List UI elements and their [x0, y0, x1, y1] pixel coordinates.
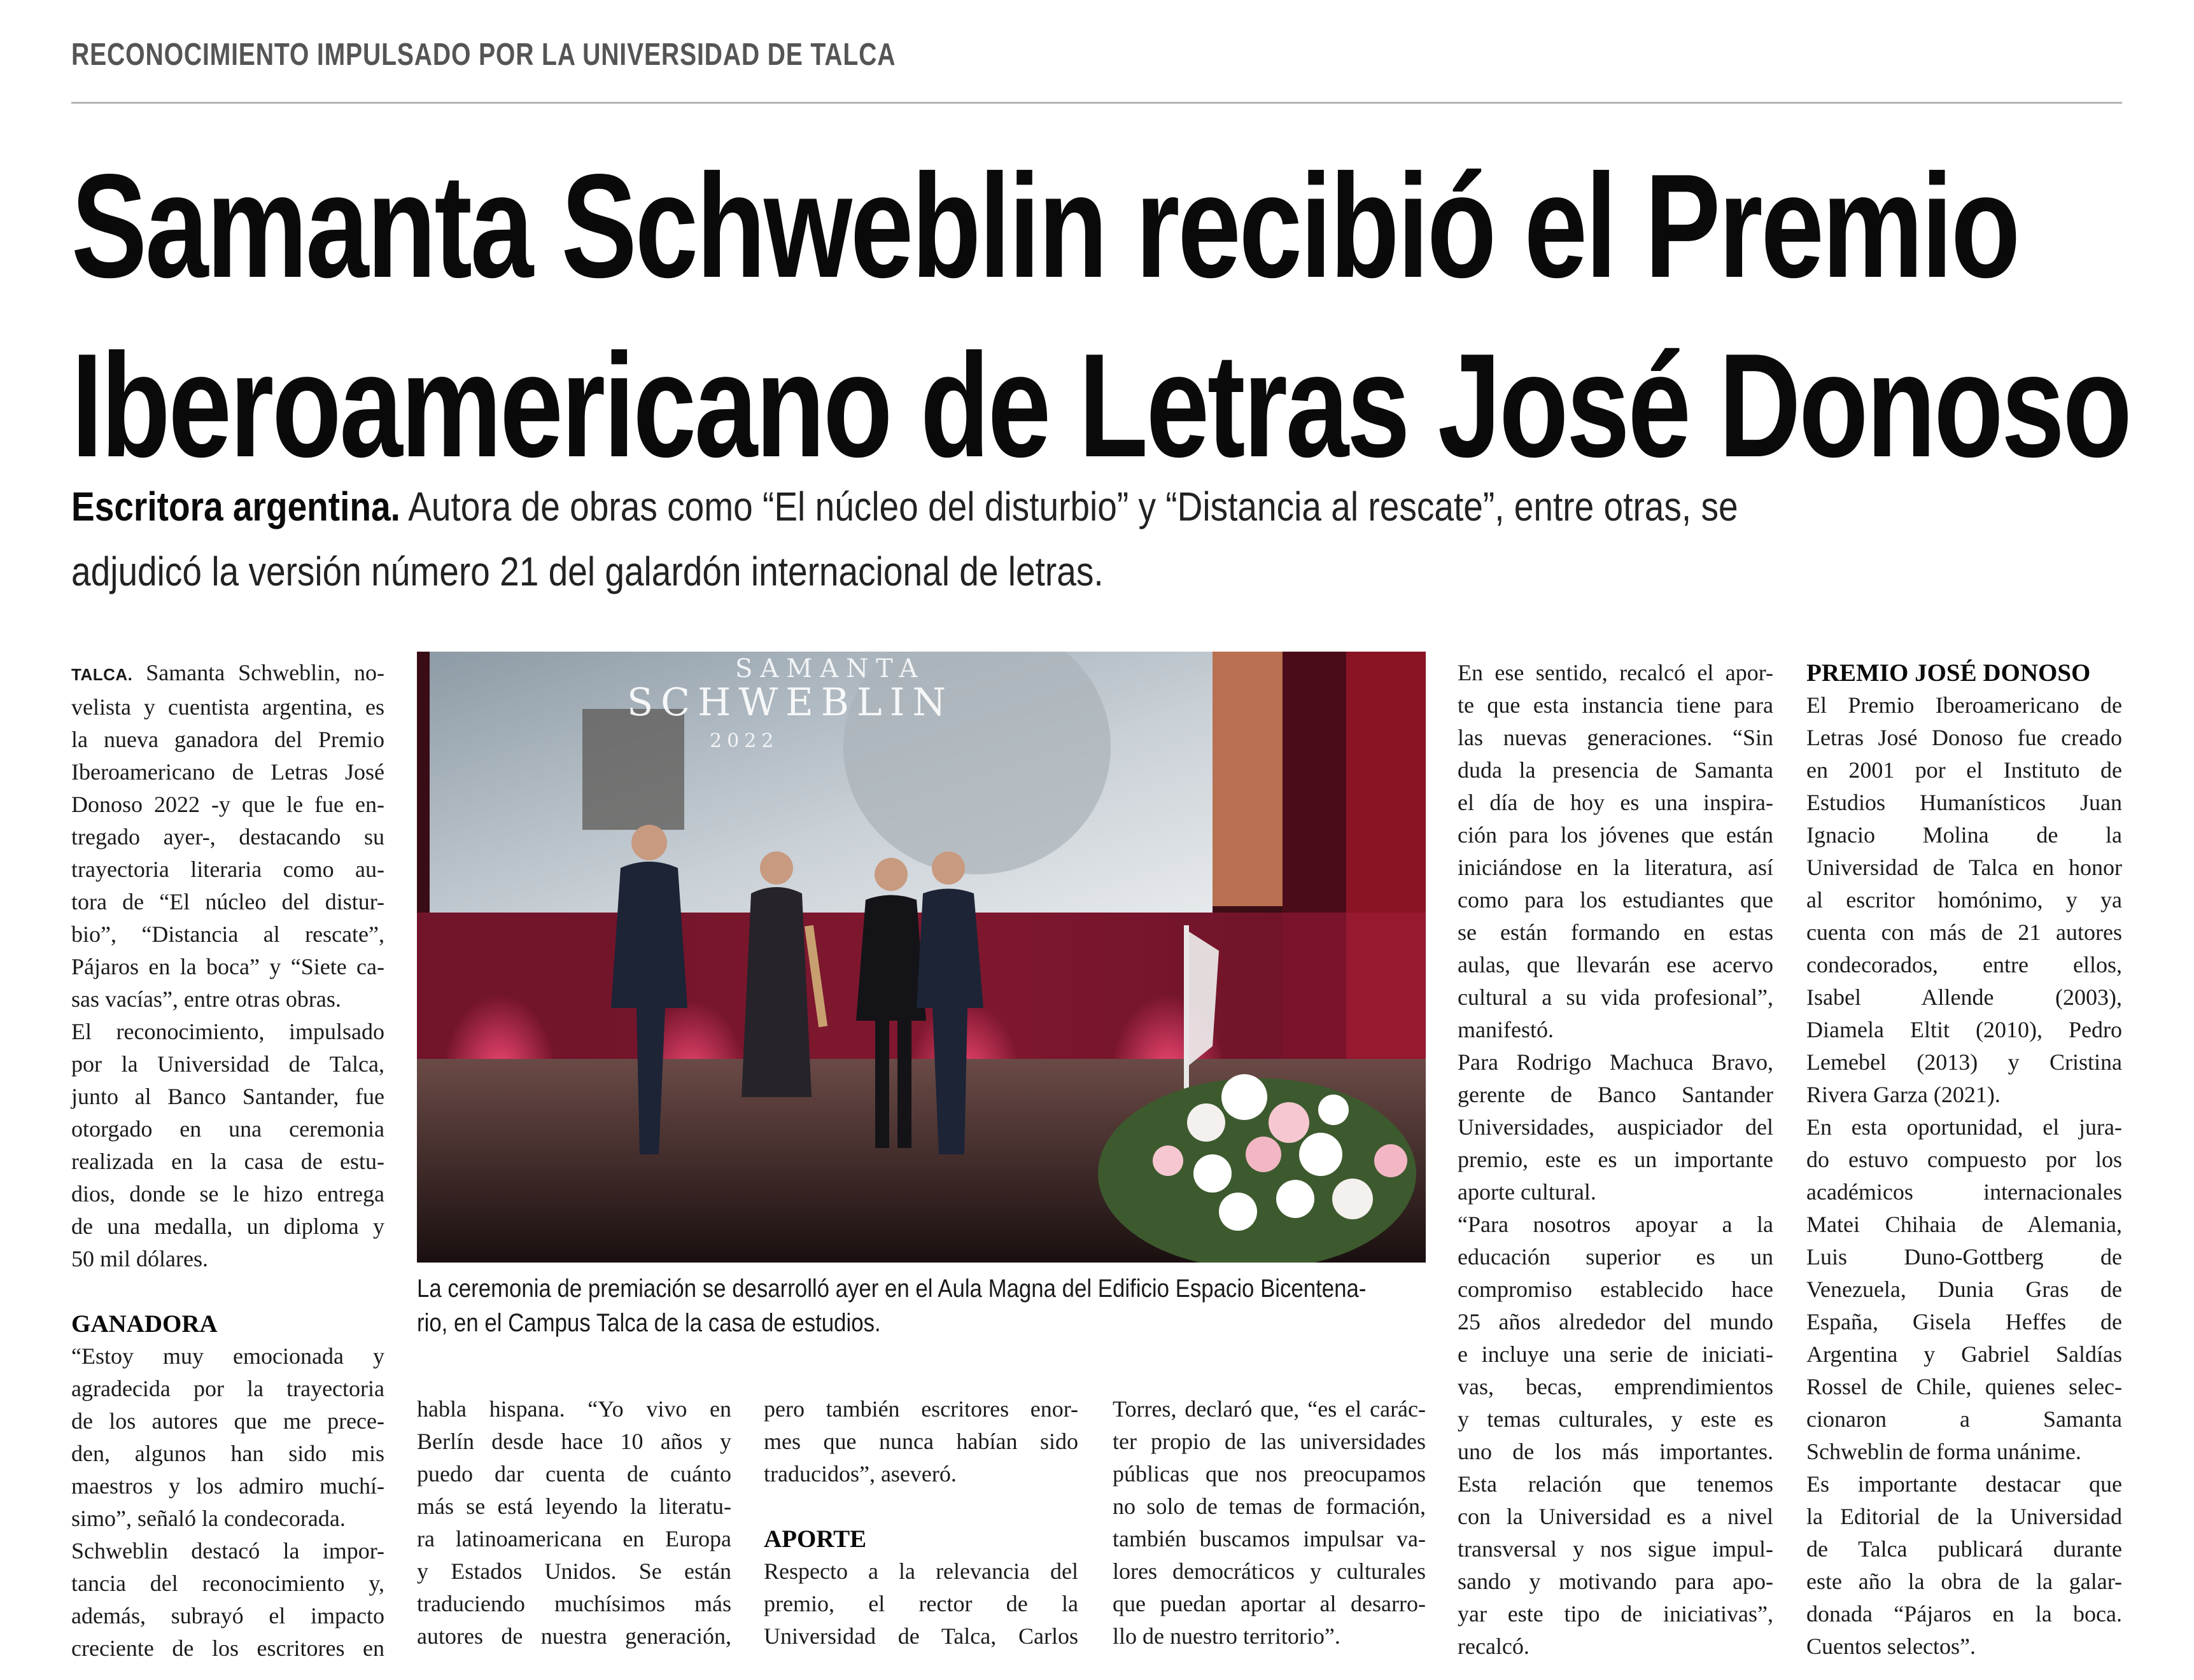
text-line: no solo de temas de formación, — [1113, 1494, 1426, 1519]
subhead-premio-jose-donoso: PREMIO JOSÉ DONOSO — [1806, 659, 2091, 687]
text-line: Schweblin destacó la impor- — [71, 1538, 384, 1564]
lead-line-1-text: Autora de obras como “El núcleo del disturbio” y “Distancia al rescate”, entre otras, se — [400, 484, 1738, 529]
lead-paragraph — [71, 474, 2122, 604]
text-line: Venezuela, Dunia Gras de — [1806, 1277, 2122, 1302]
text-line: Es importante destacar que — [1806, 1471, 2122, 1497]
text-line: dios, donde se le hizo entrega — [71, 1181, 384, 1207]
text-line: Iberoamericano de Letras José — [71, 759, 384, 785]
text-line: la nueva ganadora del Premio — [71, 727, 384, 752]
text-line: ter propio de las universidades — [1113, 1429, 1426, 1454]
subhead-ganadora: GANADORA — [71, 1310, 218, 1338]
text-line: velista y cuentista argentina, es — [71, 694, 384, 720]
text-line: más se está leyendo la literatu- — [417, 1494, 731, 1519]
text-line: puedo dar cuenta de cuánto — [417, 1461, 731, 1487]
text-line: Donoso 2022 -y que le fue en- — [71, 792, 384, 817]
text-line: lores democráticos y culturales — [1113, 1558, 1426, 1584]
text-line: Esta relación que tenemos — [1458, 1471, 1773, 1497]
text-line: do estuvo compuesto por los — [1806, 1147, 2122, 1172]
col5-para-3 — [1458, 1208, 1773, 1663]
text-line: realizada en la casa de estu- — [71, 1149, 384, 1174]
text-line: educación superior es un — [1458, 1244, 1773, 1270]
text-line: en 2001 por el Instituto de — [1806, 757, 2122, 783]
text-line: 25 años alrededor del mundo — [1458, 1309, 1773, 1334]
text-line: Isabel Allende (2003), — [1806, 984, 2122, 1010]
text-line: Luis Duno-Gottberg de — [1806, 1244, 2122, 1270]
caption-line-2: rio, en el Campus Talca de la casa de estudios. — [417, 1309, 881, 1337]
article-column-6 — [1806, 657, 2122, 1663]
text-line: simo”, señaló la condecorada. — [71, 1506, 346, 1531]
col3-spacer — [764, 1490, 1078, 1523]
text-line: donada “Pájaros en la boca. — [1806, 1601, 2122, 1627]
text-line: al escritor homónimo, y ya — [1806, 887, 2122, 913]
text-line: creciente de los escritores en — [71, 1635, 384, 1661]
text-line: Universidades, auspiciador del — [1458, 1114, 1773, 1140]
text-line: 50 mil dólares. — [71, 1246, 208, 1271]
col2-para — [417, 1393, 731, 1653]
text-line: Universidad de Talca, Carlos — [764, 1623, 1078, 1649]
col6-para-1 — [1806, 689, 2122, 1111]
text-line: sas vacías”, entre otras obras. — [71, 986, 341, 1012]
text-line: manifestó. — [1458, 1017, 1554, 1042]
text-line: traduciendo muchísimos más — [417, 1591, 731, 1616]
text-line: duda la presencia de Samanta — [1458, 757, 1773, 783]
kicker-rule — [71, 102, 2122, 104]
text-line: Estudios Humanísticos Juan — [1806, 790, 2122, 815]
article-column-4 — [1113, 1393, 1426, 1653]
text-line: sando y motivando para apo- — [1458, 1569, 1773, 1594]
col4-para — [1113, 1393, 1426, 1653]
text-line: y temas culturales, y este es — [1458, 1406, 1773, 1432]
text-line: Schweblin de forma unánime. — [1806, 1439, 2081, 1464]
text-line: públicas que nos preocupamos — [1113, 1461, 1426, 1487]
text-line: además, subrayó el impacto — [71, 1603, 384, 1628]
text-line: ción para los jóvenes que están — [1458, 822, 1773, 848]
text-line: España, Gisela Heffes de — [1806, 1309, 2122, 1334]
text-line: te que esta instancia tiene para — [1458, 692, 1773, 718]
text-line: Ignacio Molina de la — [1806, 822, 2122, 848]
text-line: llo de nuestro territorio”. — [1113, 1623, 1340, 1649]
text-line: bio”, “Distancia al rescate”, — [71, 921, 384, 947]
text-line: transversal y nos sigue impul- — [1458, 1536, 1773, 1562]
text-line: Respecto a la relevancia del — [764, 1558, 1078, 1584]
text-line: de una medalla, un diploma y — [71, 1214, 384, 1239]
photo-caption — [417, 1271, 1426, 1340]
article-column-1 — [71, 657, 384, 1665]
headline — [71, 137, 2130, 496]
col6-para-2 — [1806, 1111, 2122, 1468]
text-line: Lemebel (2013) y Cristina — [1806, 1049, 2122, 1075]
text-line: Letras José Donoso fue creado — [1806, 725, 2122, 750]
text-line: aporte cultural. — [1458, 1179, 1596, 1205]
text-line: de Talca publicará durante — [1806, 1536, 2122, 1562]
text-line: que puedan aportar al desarro- — [1113, 1591, 1426, 1616]
text-line: de los autores que me prece- — [71, 1408, 384, 1434]
text-line: otorgado en una ceremonia — [71, 1116, 384, 1142]
col1-spacer — [71, 1275, 384, 1308]
caption-line-1: La ceremonia de premiación se desarrolló ayer en el Aula Magna del Edificio Espacio Bicentena- — [417, 1275, 1367, 1303]
text-line: “Estoy muy emocionada y — [71, 1343, 384, 1369]
text-line: y Estados Unidos. Se están — [417, 1558, 731, 1584]
text-line: Argentina y Gabriel Saldías — [1806, 1341, 2122, 1367]
article-column-3 — [764, 1393, 1078, 1653]
text-line: tancia del reconocimiento y, — [71, 1571, 384, 1596]
text-line: mes que nunca habían sido — [764, 1429, 1078, 1454]
text-line: condecorados, entre ellos, — [1806, 952, 2122, 977]
text-line: tregado ayer-, destacando su — [71, 824, 384, 850]
screen-text-year: 2022 — [710, 730, 779, 752]
text-line: autores de nuestra generación, — [417, 1623, 731, 1649]
text-line: traducidos”, aseveró. — [764, 1461, 957, 1487]
text-line: recalcó. — [1458, 1634, 1529, 1659]
text-line: uno de los más importantes. — [1458, 1439, 1773, 1464]
text-line: Rossel de Chile, quienes selec- — [1806, 1374, 2122, 1399]
text-line: pero también escritores enor- — [764, 1396, 1078, 1422]
text-line: este año la obra de la galar- — [1806, 1569, 2122, 1594]
text-line: se están formando en estas — [1458, 920, 1773, 945]
lead-line-1 — [71, 474, 1835, 539]
text-line: premio, este es un importante — [1458, 1147, 1773, 1172]
text-line: académicos internacionales — [1806, 1179, 2122, 1205]
text-line: “Para nosotros apoyar a la — [1458, 1212, 1773, 1237]
col1-para-1 — [71, 657, 384, 1016]
text-line: con la Universidad es a nivel — [1458, 1504, 1773, 1529]
text-line: también buscamos impulsar va- — [1113, 1526, 1426, 1551]
text-line: yar este tipo de iniciativas”, — [1458, 1601, 1773, 1627]
screen-text-top: SAMANTA — [735, 654, 925, 683]
screen-text-name: SCHWEBLIN — [627, 680, 953, 725]
col1-para-2 — [71, 1016, 384, 1275]
text-line: Matei Chihaia de Alemania, — [1806, 1212, 2122, 1237]
text-line: vas, becas, emprendimientos — [1458, 1374, 1773, 1399]
dateline: TALCA. — [71, 665, 133, 684]
text-line: agradecida por la trayectoria — [71, 1376, 384, 1401]
col5-para-2 — [1458, 1046, 1773, 1208]
text-line: junto al Banco Santander, fue — [71, 1084, 384, 1109]
text-line — [71, 657, 384, 691]
text-line: la Editorial de la Universidad — [1806, 1504, 2122, 1529]
text-line: iniciándose en la literatura, así — [1458, 855, 1773, 880]
col3-para-1 — [764, 1393, 1078, 1490]
text-line: el día de hoy es una inspira- — [1458, 790, 1773, 815]
text-line: como para los estudiantes que — [1458, 887, 1773, 913]
text-line: cionaron a Samanta — [1806, 1406, 2122, 1432]
col6-para-3 — [1806, 1468, 2122, 1663]
text-line: Para Rodrigo Machuca Bravo, — [1458, 1049, 1773, 1075]
text-line: Torres, declaró que, “es el carác- — [1113, 1396, 1426, 1422]
subhead-aporte: APORTE — [764, 1525, 867, 1553]
text-line: Pájaros en la boca” y “Siete ca- — [71, 954, 384, 979]
col5-para-1 — [1458, 657, 1773, 1046]
text-line: En esta oportunidad, el jura- — [1806, 1114, 2122, 1140]
text-line: Rivera Garza (2021). — [1806, 1082, 2001, 1107]
text-line: El reconocimiento, impulsado — [71, 1019, 384, 1044]
text-line: Cuentos selectos”. — [1806, 1634, 1976, 1659]
text-line: las nuevas generaciones. “Sin — [1458, 725, 1773, 750]
col1-para-3 — [71, 1340, 384, 1535]
lead-line-2: adjudicó la versión número 21 del galardón internacional de letras. — [71, 549, 1104, 594]
text-line: compromiso establecido hace — [1458, 1277, 1773, 1302]
text-line: tora de “El núcleo del distur- — [71, 889, 384, 914]
text-line: den, algunos han sido mis — [71, 1441, 384, 1466]
article-column-2 — [417, 1393, 731, 1653]
text-line: Universidad de Talca en honor — [1806, 855, 2122, 880]
text-line: Berlín desde hace 10 años y — [417, 1429, 731, 1454]
text-line-content: Samanta Schweblin, no- — [132, 660, 384, 685]
text-line: premio, el rector de la — [764, 1591, 1078, 1616]
text-line: gerente de Banco Santander — [1458, 1082, 1773, 1107]
text-line: El Premio Iberoamericano de — [1806, 692, 2122, 718]
text-line: por la Universidad de Talca, — [71, 1051, 384, 1077]
headline-line-1: Samanta Schweblin recibió el Premio — [71, 144, 2019, 309]
article-column-5 — [1458, 657, 1773, 1663]
section-kicker: RECONOCIMIENTO IMPULSADO POR LA UNIVERSIDAD DE TALCA — [71, 38, 896, 72]
text-line: cuenta con más de 21 autores — [1806, 920, 2122, 945]
text-line: En ese sentido, recalcó el apor- — [1458, 660, 1773, 685]
text-line: trayectoria literaria como au- — [71, 857, 384, 882]
text-line: habla hispana. “Yo vivo en — [417, 1396, 731, 1422]
col1-para-4 — [71, 1535, 384, 1665]
text-line: aulas, que llevarán ese acervo — [1458, 952, 1773, 977]
text-line: Diamela Eltit (2010), Pedro — [1806, 1017, 2122, 1042]
text-line: cultural a su vida profesional”, — [1458, 984, 1773, 1010]
text-line: maestros y los admiro muchí- — [71, 1473, 384, 1499]
ceremony-photo — [417, 652, 1426, 1263]
headline-line-2: Iberoamericano de Letras José Donoso — [71, 323, 2130, 488]
text-line: e incluye una serie de iniciati- — [1458, 1341, 1773, 1367]
lead-bold: Escritora argentina. — [71, 484, 400, 529]
col3-para-2 — [764, 1555, 1078, 1653]
text-line: ra latinoamericana en Europa — [417, 1526, 731, 1551]
